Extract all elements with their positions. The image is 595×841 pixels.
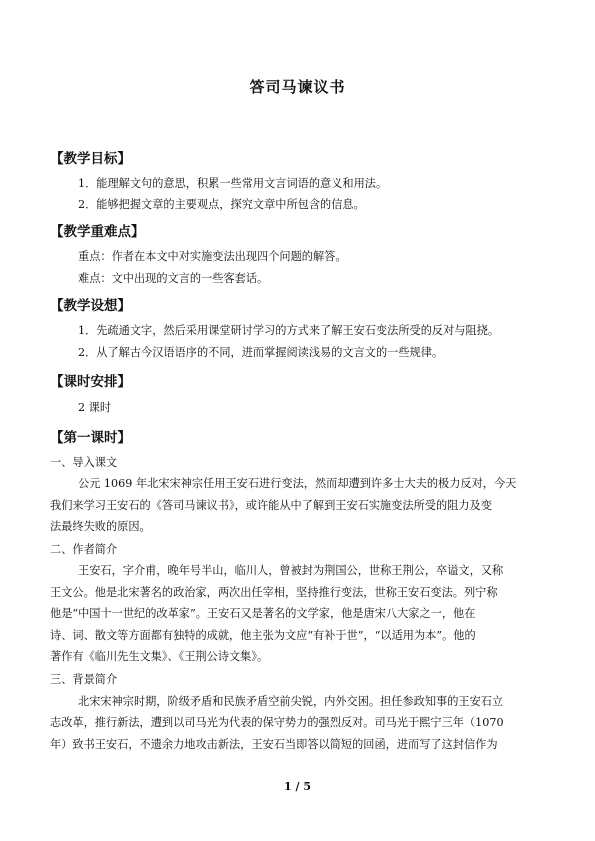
key-point-focus: 重点：作者在本文中对实施变法出现四个问题的解答。 — [78, 250, 347, 263]
goal-item-2: 2．能够把握文章的主要观点，探究文章中所包含的信息。 — [78, 198, 365, 211]
page-indicator: 1 / 5 — [284, 780, 311, 793]
part-3-line-1: 北宋宋神宗时期，阶级矛盾和民族矛盾空前尖锐，内外交困。担任参政知事的王安石立 — [78, 695, 504, 708]
part-1-line-1: 公元 1069 年北宋宋神宗任用王安石进行变法，然而却遭到许多士大夫的极力反对，今天 — [78, 477, 517, 490]
part-3-line-2: 志改革，推行新法，遭到以司马光为代表的保守势力的强烈反对。司马光于熙宁三年（1070 — [50, 716, 504, 729]
part-2-line-2: 王文公。他是北宋著名的政治家，两次出任宰相，坚持推行变法，世称王安石变法。列宁称 — [50, 586, 498, 599]
document-title: 答司马谏议书 — [249, 78, 346, 96]
part-1-line-2: 我们来学习王安石的《答司马谏议书》，或许能从中了解到王安石实施变法所受的阻力及变 — [50, 499, 492, 512]
part-2-line-4: 诗、词、散文等方面都有独特的成就，他主张为文应“有补于世”，“以适用为本”。他的 — [50, 629, 476, 642]
part-1-line-3: 法最终失败的原因。 — [50, 520, 151, 533]
section-heading-lesson-1: 【第一课时】 — [50, 430, 131, 446]
key-point-difficulty: 难点：文中出现的文言的一些客套话。 — [78, 272, 269, 285]
part-1-title: 一、导入课文 — [50, 456, 118, 469]
schedule-text: 2 课时 — [78, 401, 112, 414]
section-heading-schedule: 【课时安排】 — [50, 374, 131, 390]
section-heading-key-points: 【教学重难点】 — [50, 224, 145, 240]
part-3-title: 三、背景简介 — [50, 673, 118, 686]
goal-item-1: 1．能理解文句的意思，积累一些常用文言词语的意义和用法。 — [78, 177, 388, 190]
part-2-line-3: 他是“中国十一世纪的改革家”。王安石又是著名的文学家，他是唐宋八大家之一，他在 — [50, 607, 476, 620]
section-heading-goals: 【教学目标】 — [50, 151, 131, 167]
part-2-line-5: 著作有《临川先生文集》、《王荆公诗文集》。 — [50, 650, 269, 663]
design-item-1: 1．先疏通文字，然后采用课堂研讨学习的方式来了解王安石变法所受的反对与阻挠。 — [78, 324, 500, 337]
design-item-2: 2．从了解古今汉语语序的不同，进而掌握阅读浅易的文言文的一些规律。 — [78, 346, 444, 359]
section-heading-design: 【教学设想】 — [50, 298, 131, 314]
part-2-line-1: 王安石，字介甫，晚年号半山，临川人，曾被封为荆国公，世称王荆公，卒谥文，又称 — [78, 564, 504, 577]
part-3-line-3: 年）致书王安石，不遗余力地攻击新法，王安石当即答以简短的回函，进而写了这封信作为 — [50, 738, 498, 751]
part-2-title: 二、作者简介 — [50, 543, 118, 556]
